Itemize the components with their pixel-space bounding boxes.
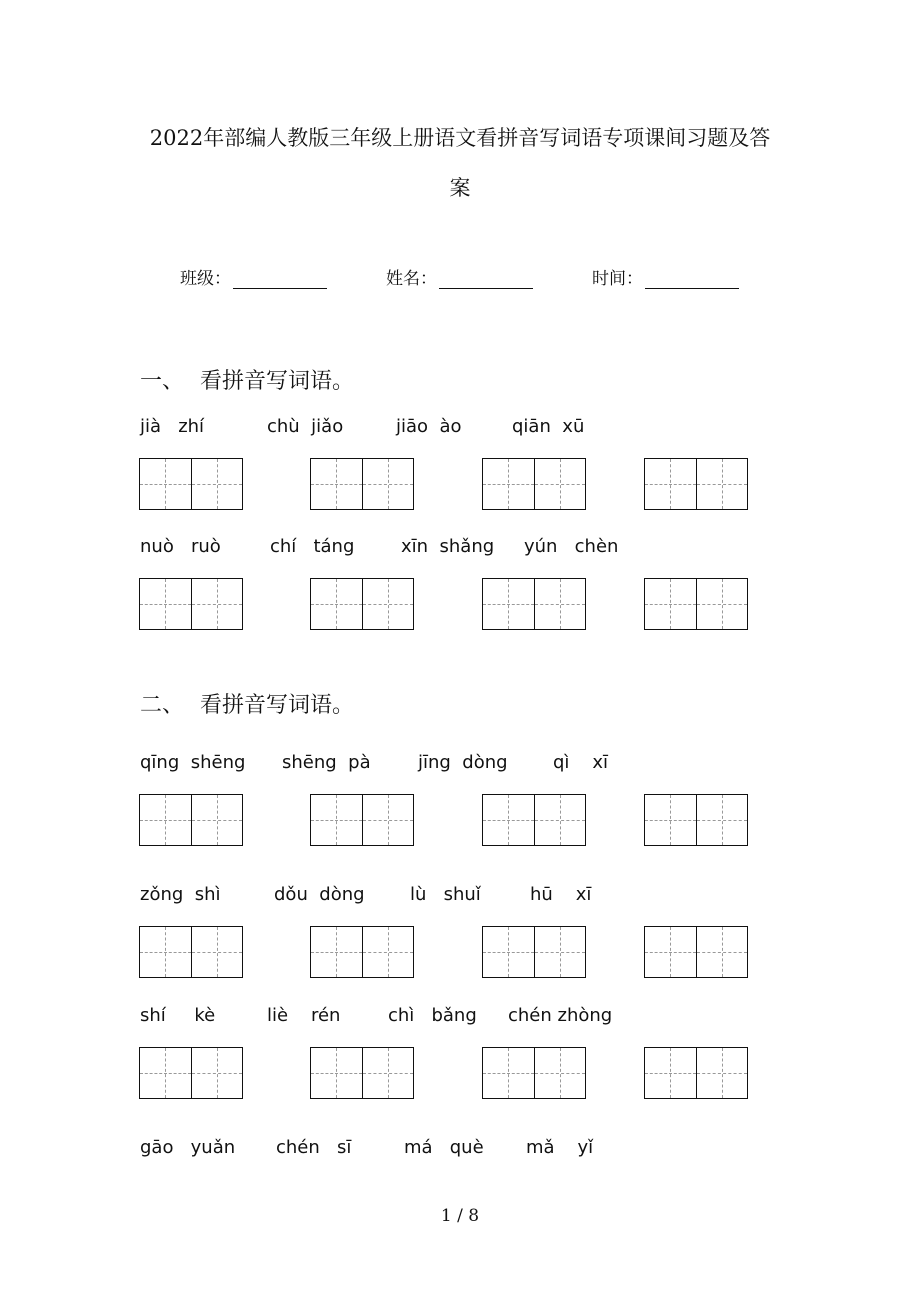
page-title-line1: 2022年部编人教版三年级上册语文看拼音写词语专项课间习题及答 bbox=[149, 126, 771, 150]
pinyin-label: qì xī bbox=[553, 752, 608, 773]
pinyin-label: chì bǎng bbox=[388, 1005, 477, 1026]
writing-box[interactable] bbox=[310, 794, 414, 846]
pinyin-label: chù jiǎo bbox=[267, 416, 344, 437]
pinyin-label: gāo yuǎn bbox=[140, 1137, 236, 1158]
section-number: 一、 bbox=[140, 369, 185, 394]
pinyin-label: jià zhí bbox=[140, 416, 205, 437]
pinyin-label: qiān xū bbox=[512, 416, 585, 437]
writing-box[interactable] bbox=[482, 1047, 586, 1099]
pinyin-label: zǒng shì bbox=[140, 884, 221, 905]
writing-box[interactable] bbox=[139, 578, 243, 630]
writing-box[interactable] bbox=[644, 458, 748, 510]
writing-box[interactable] bbox=[644, 1047, 748, 1099]
writing-box[interactable] bbox=[482, 458, 586, 510]
writing-box[interactable] bbox=[310, 1047, 414, 1099]
pinyin-label: lù shuǐ bbox=[410, 884, 481, 905]
pinyin-label: chén zhòng bbox=[508, 1005, 613, 1026]
pinyin-label: má què bbox=[404, 1137, 484, 1158]
writing-box[interactable] bbox=[644, 926, 748, 978]
pinyin-label: xīn shǎng bbox=[401, 536, 495, 557]
pinyin-label: dǒu dòng bbox=[274, 884, 365, 905]
class-blank[interactable] bbox=[233, 270, 327, 289]
class-field bbox=[180, 264, 327, 289]
section-instruction: 看拼音写词语。 bbox=[200, 693, 355, 718]
time-blank[interactable] bbox=[645, 270, 739, 289]
name-field bbox=[386, 264, 533, 289]
pinyin-label: chí táng bbox=[270, 536, 355, 557]
pinyin-label: shí kè bbox=[140, 1005, 216, 1026]
section-2-heading bbox=[140, 688, 354, 719]
pinyin-label: mǎ yǐ bbox=[526, 1137, 594, 1158]
writing-box[interactable] bbox=[139, 1047, 243, 1099]
pinyin-label: qīng shēng bbox=[140, 752, 246, 773]
pinyin-label: shēng pà bbox=[282, 752, 371, 773]
writing-box[interactable] bbox=[644, 578, 748, 630]
pinyin-label: jiāo ào bbox=[396, 416, 462, 437]
writing-box[interactable] bbox=[310, 458, 414, 510]
pinyin-label: jīng dòng bbox=[418, 752, 508, 773]
pinyin-label: yún chèn bbox=[524, 536, 619, 557]
pinyin-label: hū xī bbox=[530, 884, 592, 905]
class-label: 班级： bbox=[180, 269, 231, 289]
writing-box[interactable] bbox=[482, 578, 586, 630]
page-title-line2: 案 bbox=[449, 176, 471, 200]
writing-box[interactable] bbox=[310, 578, 414, 630]
pinyin-label: liè rén bbox=[267, 1005, 341, 1026]
writing-box[interactable] bbox=[644, 794, 748, 846]
section-number: 二、 bbox=[140, 693, 185, 718]
name-label: 姓名： bbox=[386, 269, 437, 289]
page-number: 1 / 8 bbox=[440, 1206, 480, 1226]
pinyin-label: nuò ruò bbox=[140, 536, 221, 557]
section-1-heading bbox=[140, 364, 354, 395]
writing-box[interactable] bbox=[139, 794, 243, 846]
writing-box[interactable] bbox=[139, 926, 243, 978]
time-field bbox=[592, 264, 739, 289]
pinyin-label: chén sī bbox=[276, 1137, 352, 1158]
writing-box[interactable] bbox=[310, 926, 414, 978]
writing-box[interactable] bbox=[482, 794, 586, 846]
section-instruction: 看拼音写词语。 bbox=[200, 369, 355, 394]
name-blank[interactable] bbox=[439, 270, 533, 289]
writing-box[interactable] bbox=[139, 458, 243, 510]
writing-box[interactable] bbox=[482, 926, 586, 978]
time-label: 时间： bbox=[592, 269, 643, 289]
